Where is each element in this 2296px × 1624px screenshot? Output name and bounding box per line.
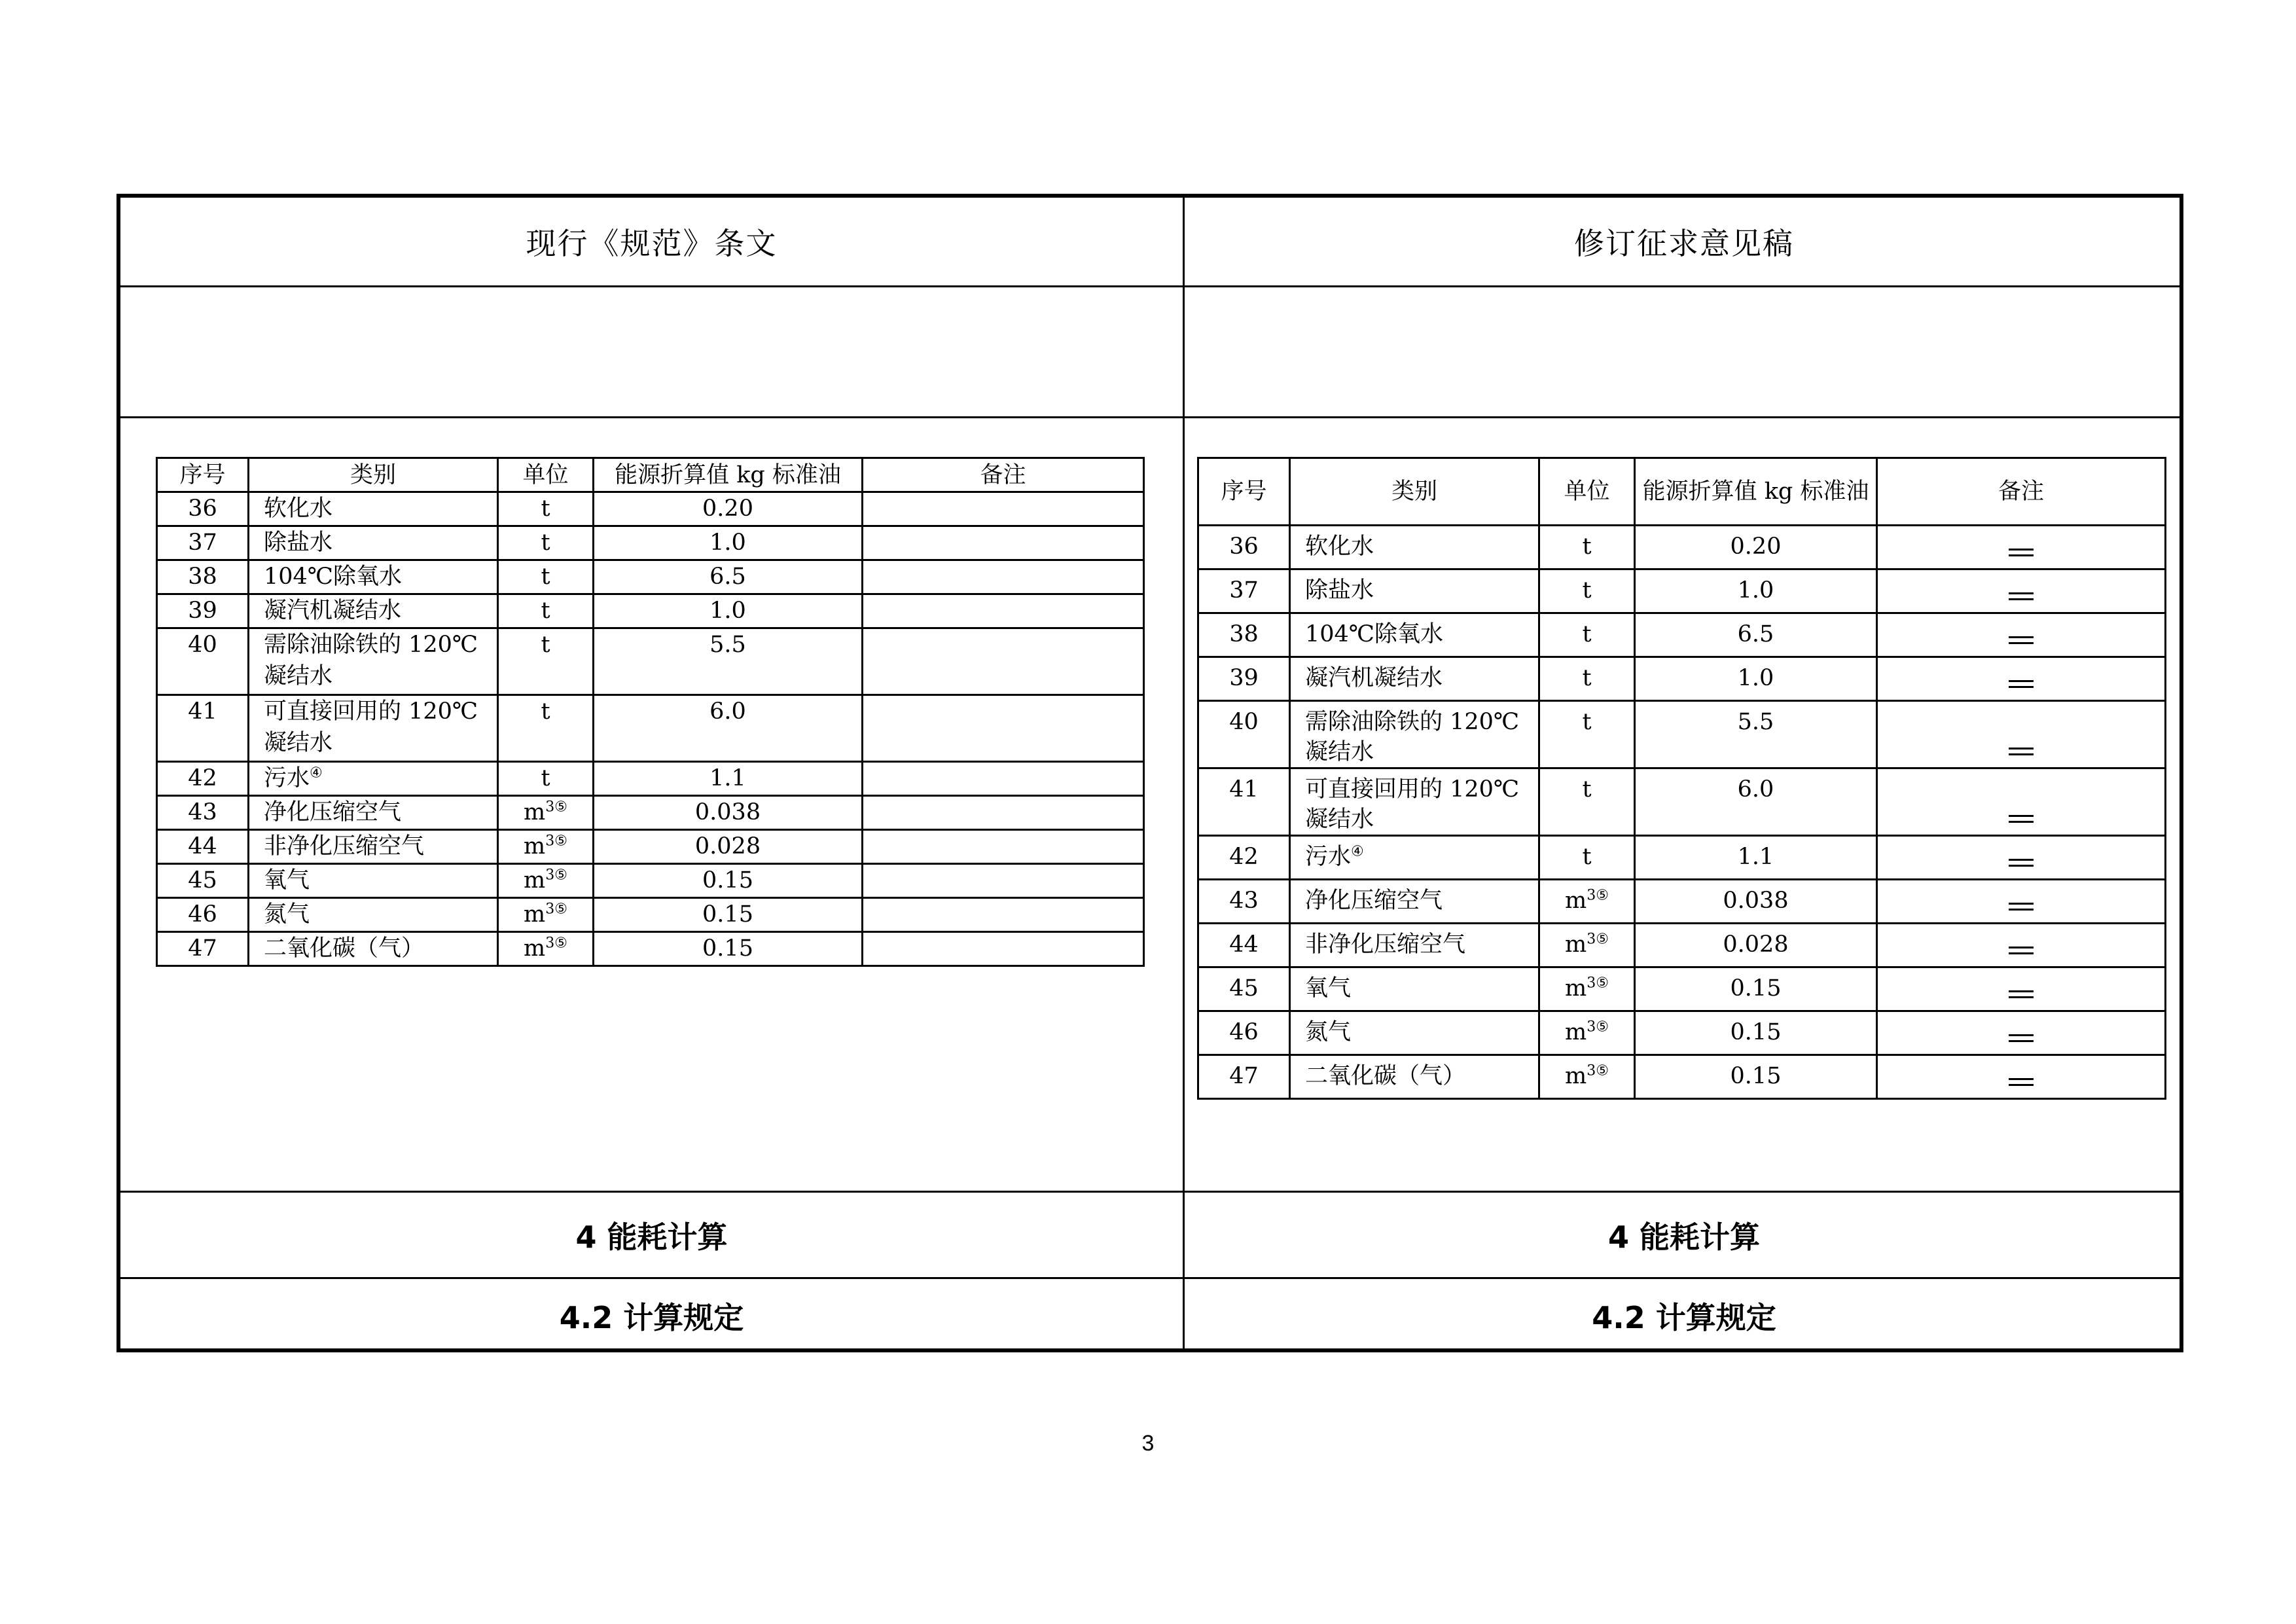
left-subsection-title: 4.2 计算规定 xyxy=(559,1300,744,1335)
row-number xyxy=(157,864,249,898)
row-unit xyxy=(1539,1011,1635,1055)
table-row xyxy=(1198,967,2166,1011)
row-note xyxy=(1877,836,2166,880)
row-value xyxy=(1635,701,1877,768)
table-row xyxy=(1198,613,2166,657)
page-number: 3 xyxy=(1141,1431,1155,1456)
category-text: 需除油除铁的 120℃ xyxy=(264,632,478,658)
row-note xyxy=(863,864,1144,898)
header-value: 能源折算值 kg 标准油 xyxy=(1635,458,1877,526)
category-text: 除盐水 xyxy=(264,530,333,556)
table-row xyxy=(1198,701,2166,768)
row-number xyxy=(157,898,249,932)
unit-text: m xyxy=(524,833,546,859)
row-note xyxy=(863,898,1144,932)
right-section-title: 4 能耗计算 xyxy=(1607,1219,1761,1255)
row-number xyxy=(157,492,249,526)
header-category: 类别 xyxy=(1290,458,1539,526)
row-unit xyxy=(498,526,594,560)
value-text: 0.038 xyxy=(1723,888,1789,914)
row-number xyxy=(157,762,249,796)
row-note xyxy=(1877,768,2166,836)
row-number-text: 39 xyxy=(188,598,217,624)
note-dash xyxy=(2009,903,2034,911)
category-text: 可直接回用的 120℃ xyxy=(264,698,478,725)
row-note xyxy=(1877,569,2166,613)
row-category xyxy=(249,695,498,762)
row-note xyxy=(863,762,1144,796)
row-value xyxy=(1635,526,1877,569)
category-text: 凝汽机凝结水 xyxy=(264,598,402,624)
table-row xyxy=(157,526,1144,560)
row-unit xyxy=(1539,967,1635,1011)
unit-text: t xyxy=(1582,776,1592,803)
row-category xyxy=(1290,768,1539,836)
note-dash xyxy=(2009,636,2034,644)
row-number xyxy=(1198,569,1290,613)
unit-superscript: 3⑤ xyxy=(1587,887,1609,904)
row-category xyxy=(1290,657,1539,701)
value-text: 1.0 xyxy=(1737,577,1774,604)
value-text: 1.1 xyxy=(709,765,746,791)
row-number-text: 41 xyxy=(188,698,217,725)
table-row xyxy=(157,628,1144,695)
row-number xyxy=(157,932,249,966)
row-category xyxy=(1290,1055,1539,1099)
unit-text: m xyxy=(524,867,546,893)
row-unit xyxy=(498,864,594,898)
row-value xyxy=(1635,836,1877,880)
table-row xyxy=(157,560,1144,594)
category-text: 氮气 xyxy=(264,901,310,928)
row-category xyxy=(1290,967,1539,1011)
header-no: 序号 xyxy=(1198,458,1290,526)
table-row xyxy=(157,492,1144,526)
row-number-text: 38 xyxy=(1229,621,1259,647)
row-category xyxy=(249,762,498,796)
row-number-text: 47 xyxy=(1229,1063,1259,1089)
value-text: 6.5 xyxy=(709,564,746,590)
row-number xyxy=(1198,967,1290,1011)
note-dash xyxy=(2009,1078,2034,1086)
category-footnote: ④ xyxy=(1351,843,1364,860)
row-number xyxy=(1198,526,1290,569)
unit-text: t xyxy=(1582,844,1592,870)
row-unit xyxy=(1539,569,1635,613)
row-value xyxy=(594,560,863,594)
row-category xyxy=(1290,569,1539,613)
row-category xyxy=(249,830,498,864)
table-row xyxy=(1198,836,2166,880)
category-text: 二氧化碳（气） xyxy=(264,935,425,962)
table-row xyxy=(157,796,1144,830)
value-text: 0.15 xyxy=(702,935,753,962)
row-number-text: 45 xyxy=(1229,975,1259,1001)
row-note xyxy=(863,526,1144,560)
category-text: 软化水 xyxy=(264,496,333,522)
category-text: 需除油除铁的 120℃ xyxy=(1305,709,1520,735)
row-unit xyxy=(498,560,594,594)
value-text: 0.20 xyxy=(702,496,753,522)
row-unit xyxy=(1539,924,1635,967)
row-value xyxy=(594,796,863,830)
row-number-text: 40 xyxy=(1229,709,1259,735)
row-value xyxy=(1635,967,1877,1011)
note-dash xyxy=(2009,592,2034,600)
row-number xyxy=(1198,613,1290,657)
value-text: 6.5 xyxy=(1737,621,1774,647)
value-text: 6.0 xyxy=(1737,776,1774,803)
row-unit xyxy=(498,898,594,932)
row-number xyxy=(157,628,249,695)
table-row xyxy=(1198,1011,2166,1055)
row-value xyxy=(1635,768,1877,836)
category-text: 净化压缩空气 xyxy=(264,799,402,825)
category-text: 氧气 xyxy=(1305,975,1352,1001)
category-text: 污水 xyxy=(1305,844,1352,870)
revised-energy-table xyxy=(1197,457,2166,1100)
unit-superscript: 3⑤ xyxy=(545,867,567,884)
row-note xyxy=(863,695,1144,762)
row-number xyxy=(157,830,249,864)
row-value xyxy=(1635,880,1877,924)
row-number-text: 40 xyxy=(188,632,217,658)
table-row xyxy=(157,830,1144,864)
category-text: 凝汽机凝结水 xyxy=(1305,665,1443,691)
row-unit xyxy=(1539,880,1635,924)
row-number xyxy=(1198,768,1290,836)
table-row xyxy=(1198,924,2166,967)
unit-superscript: 3⑤ xyxy=(545,901,567,918)
row-unit xyxy=(498,932,594,966)
value-text: 0.028 xyxy=(694,833,761,859)
row-number xyxy=(1198,701,1290,768)
row-note xyxy=(863,560,1144,594)
value-text: 0.028 xyxy=(1723,931,1789,958)
row-note xyxy=(863,594,1144,628)
unit-text: m xyxy=(524,901,546,928)
row-number-text: 36 xyxy=(188,496,217,522)
value-text: 0.15 xyxy=(1730,1063,1782,1089)
row-unit xyxy=(498,796,594,830)
category-text: 氧气 xyxy=(264,867,310,893)
category-text: 非净化压缩空气 xyxy=(1305,931,1466,958)
row-number-text: 46 xyxy=(188,901,217,928)
unit-text: m xyxy=(1565,1019,1587,1045)
row-number-text: 37 xyxy=(1229,577,1259,604)
row-number-text: 46 xyxy=(1229,1019,1259,1045)
category-text: 净化压缩空气 xyxy=(1305,888,1443,914)
row-value xyxy=(1635,569,1877,613)
value-text: 1.0 xyxy=(1737,665,1774,691)
row-category xyxy=(249,898,498,932)
category-text-line2: 凝结水 xyxy=(1305,739,1374,765)
row-unit xyxy=(498,628,594,695)
row-note xyxy=(863,628,1144,695)
value-text: 1.0 xyxy=(709,598,746,624)
row-value xyxy=(594,898,863,932)
row-number-text: 47 xyxy=(188,935,217,962)
row-category xyxy=(1290,924,1539,967)
row-unit xyxy=(498,695,594,762)
row-category xyxy=(1290,613,1539,657)
value-text: 1.1 xyxy=(1737,844,1774,870)
row-value xyxy=(594,830,863,864)
table-row xyxy=(157,695,1144,762)
row-note xyxy=(863,830,1144,864)
row-note xyxy=(1877,657,2166,701)
row-note xyxy=(1877,967,2166,1011)
row-unit xyxy=(498,492,594,526)
unit-text: t xyxy=(1582,665,1592,691)
row-divider xyxy=(120,285,2179,287)
row-number-text: 44 xyxy=(1229,931,1259,958)
unit-text: t xyxy=(541,496,550,522)
unit-superscript: 3⑤ xyxy=(545,799,567,816)
column-divider xyxy=(1183,198,1185,1348)
row-note xyxy=(1877,613,2166,657)
row-unit xyxy=(1539,657,1635,701)
row-unit xyxy=(1539,701,1635,768)
unit-text: m xyxy=(1565,888,1587,914)
unit-text: t xyxy=(1582,621,1592,647)
row-note xyxy=(1877,701,2166,768)
unit-text: t xyxy=(1582,533,1592,560)
header-note: 备注 xyxy=(863,458,1144,492)
row-number xyxy=(157,560,249,594)
row-category xyxy=(249,796,498,830)
category-text: 软化水 xyxy=(1305,533,1374,560)
row-unit xyxy=(498,594,594,628)
header-no: 序号 xyxy=(157,458,249,492)
value-text: 0.20 xyxy=(1730,533,1782,560)
unit-superscript: 3⑤ xyxy=(1587,931,1609,948)
row-unit xyxy=(498,762,594,796)
table-row xyxy=(157,762,1144,796)
row-value xyxy=(594,594,863,628)
unit-text: t xyxy=(541,632,550,658)
row-number-text: 43 xyxy=(1229,888,1259,914)
row-number xyxy=(1198,924,1290,967)
right-column-title: 修订征求意见稿 xyxy=(1574,226,1794,261)
value-text: 1.0 xyxy=(709,530,746,556)
row-category xyxy=(1290,1011,1539,1055)
table-row xyxy=(157,864,1144,898)
left-column-title: 现行《规范》条文 xyxy=(526,226,778,261)
unit-text: t xyxy=(541,530,550,556)
row-note xyxy=(863,796,1144,830)
value-text: 0.038 xyxy=(694,799,761,825)
value-text: 0.15 xyxy=(702,867,753,893)
table-row xyxy=(1198,569,2166,613)
row-number-text: 42 xyxy=(188,765,217,791)
row-category xyxy=(1290,526,1539,569)
category-text: 104℃除氧水 xyxy=(264,564,402,590)
row-divider xyxy=(120,416,2179,418)
unit-text: t xyxy=(541,598,550,624)
category-text: 二氧化碳（气） xyxy=(1305,1063,1466,1089)
category-text: 除盐水 xyxy=(1305,577,1374,604)
header-unit: 单位 xyxy=(1539,458,1635,526)
row-note xyxy=(1877,526,2166,569)
unit-text: m xyxy=(1565,1063,1587,1089)
note-dash xyxy=(2009,1034,2034,1042)
row-number xyxy=(1198,1011,1290,1055)
row-unit xyxy=(1539,836,1635,880)
unit-text: m xyxy=(524,935,546,962)
value-text: 5.5 xyxy=(1737,709,1774,735)
row-value xyxy=(1635,613,1877,657)
category-text: 污水 xyxy=(264,765,310,791)
row-category xyxy=(1290,836,1539,880)
category-text: 非净化压缩空气 xyxy=(264,833,425,859)
row-value xyxy=(594,932,863,966)
value-text: 0.15 xyxy=(1730,1019,1782,1045)
table-row xyxy=(1198,880,2166,924)
unit-text: m xyxy=(524,799,546,825)
value-text: 0.15 xyxy=(1730,975,1782,1001)
note-dash xyxy=(2009,549,2034,556)
row-note xyxy=(1877,924,2166,967)
table-row xyxy=(157,898,1144,932)
row-number-text: 41 xyxy=(1229,776,1259,803)
note-dash xyxy=(2009,748,2034,755)
value-text: 0.15 xyxy=(702,901,753,928)
unit-superscript: 3⑤ xyxy=(1587,975,1609,992)
row-value xyxy=(1635,657,1877,701)
row-category xyxy=(249,560,498,594)
row-value xyxy=(594,864,863,898)
note-dash xyxy=(2009,859,2034,867)
row-category xyxy=(249,526,498,560)
unit-text: t xyxy=(541,765,550,791)
unit-text: t xyxy=(1582,577,1592,604)
unit-text: t xyxy=(1582,709,1592,735)
unit-superscript: 3⑤ xyxy=(545,935,567,952)
row-unit xyxy=(1539,526,1635,569)
header-unit: 单位 xyxy=(498,458,594,492)
row-number xyxy=(1198,880,1290,924)
row-number xyxy=(157,796,249,830)
table-row xyxy=(1198,768,2166,836)
row-unit xyxy=(1539,768,1635,836)
row-note xyxy=(863,492,1144,526)
unit-superscript: 3⑤ xyxy=(545,833,567,850)
row-note xyxy=(1877,880,2166,924)
row-note xyxy=(1877,1011,2166,1055)
row-category xyxy=(249,492,498,526)
table-row xyxy=(157,594,1144,628)
value-text: 5.5 xyxy=(709,632,746,658)
row-number-text: 45 xyxy=(188,867,217,893)
header-note: 备注 xyxy=(1877,458,2166,526)
table-header-row xyxy=(1198,458,2166,526)
row-number-text: 38 xyxy=(188,564,217,590)
note-dash xyxy=(2009,990,2034,998)
row-number-text: 37 xyxy=(188,530,217,556)
row-unit xyxy=(1539,1055,1635,1099)
row-number xyxy=(157,695,249,762)
right-subsection-title: 4.2 计算规定 xyxy=(1592,1300,1776,1335)
row-category xyxy=(1290,880,1539,924)
unit-text: t xyxy=(541,564,550,590)
category-text-line2: 凝结水 xyxy=(264,730,333,756)
row-unit xyxy=(498,830,594,864)
row-value xyxy=(1635,924,1877,967)
row-value xyxy=(594,526,863,560)
current-energy-table xyxy=(156,457,1145,967)
row-number xyxy=(1198,1055,1290,1099)
row-number xyxy=(157,594,249,628)
note-dash xyxy=(2009,680,2034,688)
row-value xyxy=(594,492,863,526)
table-row xyxy=(1198,657,2166,701)
category-text-line2: 凝结水 xyxy=(264,663,333,689)
left-section-title: 4 能耗计算 xyxy=(575,1219,728,1255)
row-category xyxy=(249,628,498,695)
unit-text: m xyxy=(1565,931,1587,958)
category-text: 氮气 xyxy=(1305,1019,1352,1045)
row-note xyxy=(1877,1055,2166,1099)
note-dash xyxy=(2009,947,2034,954)
category-text: 104℃除氧水 xyxy=(1305,621,1443,647)
value-text: 6.0 xyxy=(709,698,746,725)
category-footnote: ④ xyxy=(310,765,323,782)
row-value xyxy=(1635,1011,1877,1055)
header-category: 类别 xyxy=(249,458,498,492)
row-category xyxy=(1290,701,1539,768)
category-text: 可直接回用的 120℃ xyxy=(1305,776,1520,803)
unit-superscript: 3⑤ xyxy=(1587,1019,1609,1036)
table-row xyxy=(1198,526,2166,569)
row-note xyxy=(863,932,1144,966)
row-category xyxy=(249,864,498,898)
row-number-text: 42 xyxy=(1229,844,1259,870)
row-number xyxy=(1198,836,1290,880)
unit-text: m xyxy=(1565,975,1587,1001)
row-number xyxy=(157,526,249,560)
row-unit xyxy=(1539,613,1635,657)
row-category xyxy=(249,594,498,628)
table-row xyxy=(1198,1055,2166,1099)
row-number-text: 39 xyxy=(1229,665,1259,691)
category-text-line2: 凝结水 xyxy=(1305,806,1374,833)
row-number-text: 44 xyxy=(188,833,217,859)
table-header-row xyxy=(157,458,1144,492)
row-number xyxy=(1198,657,1290,701)
table-row xyxy=(157,932,1144,966)
note-dash xyxy=(2009,815,2034,823)
row-number-text: 36 xyxy=(1229,533,1259,560)
unit-superscript: 3⑤ xyxy=(1587,1062,1609,1079)
header-value: 能源折算值 kg 标准油 xyxy=(594,458,863,492)
unit-text: t xyxy=(541,698,550,725)
row-category xyxy=(249,932,498,966)
row-value xyxy=(594,628,863,695)
row-value xyxy=(1635,1055,1877,1099)
row-value xyxy=(594,762,863,796)
row-value xyxy=(594,695,863,762)
row-number-text: 43 xyxy=(188,799,217,825)
